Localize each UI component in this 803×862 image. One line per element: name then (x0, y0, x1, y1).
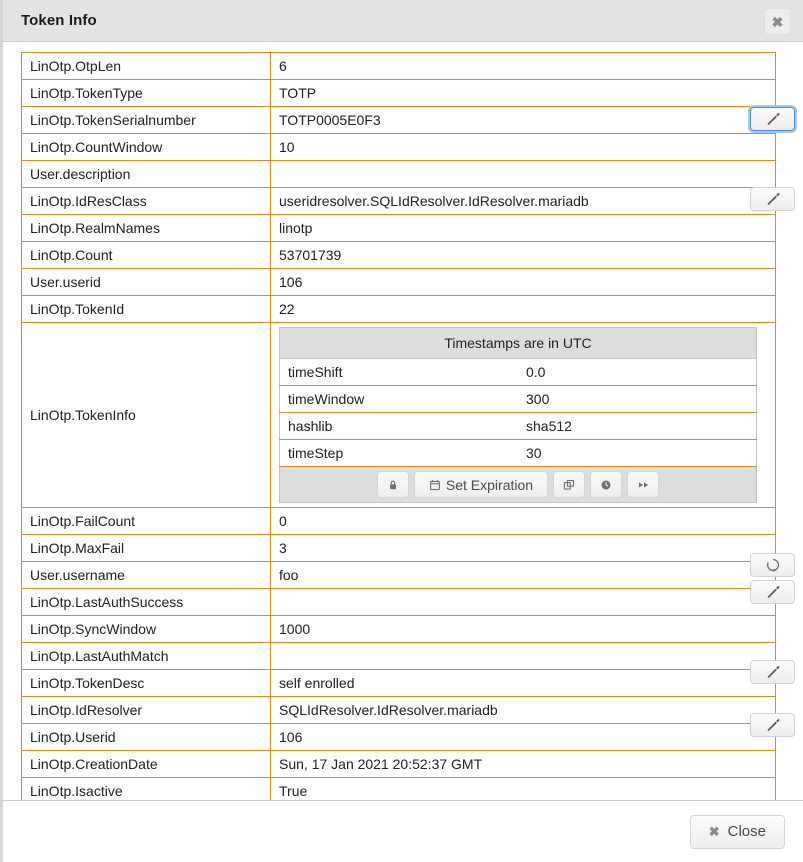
token-info-toolbar-cell (280, 467, 757, 503)
table-row (22, 724, 776, 751)
table-row (22, 107, 776, 134)
pencil-icon (765, 584, 781, 600)
row-key: LinOtp.Count (22, 242, 271, 269)
table-row (22, 188, 776, 215)
dialog-body (3, 42, 803, 800)
table-row-token-info (22, 323, 776, 508)
row-key: LinOtp.TokenDesc (22, 670, 271, 697)
token-info-detail-row (280, 359, 757, 386)
row-key: LinOtp.SyncWindow (22, 616, 271, 643)
table-row (22, 643, 776, 670)
table-row (22, 778, 776, 801)
token-info-table (21, 52, 776, 800)
row-value: 106 (271, 724, 776, 751)
detail-value: 0.0 (518, 359, 757, 386)
table-row (22, 134, 776, 161)
row-key: LinOtp.LastAuthMatch (22, 643, 271, 670)
row-key: LinOtp.MaxFail (22, 535, 271, 562)
detail-value: 30 (518, 440, 757, 467)
row-value: useridresolver.SQLIdResolver.IdResolver.mariadb (271, 188, 776, 215)
row-value: True (271, 778, 776, 801)
close-icon[interactable] (764, 8, 791, 35)
row-value: 3 (271, 535, 776, 562)
table-row (22, 616, 776, 643)
fast-forward-button[interactable] (627, 471, 659, 498)
table-row (22, 269, 776, 296)
copy-icon (563, 479, 575, 491)
row-key: LinOtp.OtpLen (22, 53, 271, 80)
token-info-detail-row (280, 440, 757, 467)
clock-button[interactable] (590, 471, 622, 498)
row-value: SQLIdResolver.IdResolver.mariadb (271, 697, 776, 724)
table-row (22, 589, 776, 616)
token-info-toolbar (284, 471, 752, 498)
row-value: TOTP (271, 80, 776, 107)
detail-key: timeShift (280, 359, 519, 386)
row-value: Sun, 17 Jan 2021 20:52:37 GMT (271, 751, 776, 778)
detail-value: sha512 (518, 413, 757, 440)
row-key: LinOtp.CreationDate (22, 751, 271, 778)
row-value (271, 161, 776, 188)
row-key: LinOtp.FailCount (22, 508, 271, 535)
reset-failcount-button[interactable] (750, 553, 795, 577)
clock-icon (600, 479, 612, 491)
calendar-icon (429, 479, 441, 491)
lock-icon (387, 479, 399, 491)
table-row (22, 53, 776, 80)
row-value: linotp (271, 215, 776, 242)
row-value: TOTP0005E0F3 (271, 107, 776, 134)
token-info-detail-header: Timestamps are in UTC (280, 328, 757, 359)
table-row (22, 562, 776, 589)
row-key: User.description (22, 161, 271, 188)
table-row (22, 751, 776, 778)
edit-maxfail-button[interactable] (750, 580, 795, 604)
row-value: 6 (271, 53, 776, 80)
set-expiration-button-label: Set Expiration (445, 476, 534, 493)
token-info-detail-row (280, 386, 757, 413)
row-key: User.username (22, 562, 271, 589)
row-value: 106 (271, 269, 776, 296)
dialog-titlebar (3, 0, 803, 42)
table-row (22, 697, 776, 724)
close-button[interactable] (690, 815, 785, 849)
token-info-detail-table (279, 327, 757, 503)
pencil-icon (765, 717, 781, 733)
refresh-icon (765, 557, 781, 573)
row-key: LinOtp.IdResolver (22, 697, 271, 724)
token-info-table-wrap (21, 52, 743, 800)
row-key: User.userid (22, 269, 271, 296)
row-value: 53701739 (271, 242, 776, 269)
row-value: self enrolled (271, 670, 776, 697)
table-row (22, 161, 776, 188)
row-key: LinOtp.TokenSerialnumber (22, 107, 271, 134)
row-key: LinOtp.CountWindow (22, 134, 271, 161)
row-key: LinOtp.IdResClass (22, 188, 271, 215)
table-row (22, 535, 776, 562)
row-key: LinOtp.LastAuthSuccess (22, 589, 271, 616)
token-info-toolbar-row (280, 467, 757, 503)
row-value (271, 589, 776, 616)
row-value: 10 (271, 134, 776, 161)
fast-forward-icon (637, 479, 649, 491)
set-expiration-button[interactable] (414, 471, 548, 498)
row-value: foo (271, 562, 776, 589)
row-value: 22 (271, 296, 776, 323)
row-key: LinOtp.TokenInfo (22, 323, 271, 508)
table-row (22, 296, 776, 323)
detail-key: timeStep (280, 440, 519, 467)
close-glyph: ✖ (771, 13, 784, 30)
row-key: LinOtp.TokenId (22, 296, 271, 323)
pencil-icon (765, 111, 781, 127)
dialog-footer (3, 800, 803, 862)
row-value (271, 643, 776, 670)
close-button-label: Close (727, 823, 766, 840)
row-key: LinOtp.RealmNames (22, 215, 271, 242)
edit-tokendesc-button[interactable] (750, 713, 795, 737)
detail-value: 300 (518, 386, 757, 413)
token-info-nested-cell (271, 323, 776, 508)
row-key: LinOtp.Userid (22, 724, 271, 751)
edit-countwindow-button[interactable] (750, 187, 795, 211)
detail-key: timeWindow (280, 386, 519, 413)
table-row (22, 242, 776, 269)
pencil-icon (765, 664, 781, 680)
table-row (22, 80, 776, 107)
dialog-title: Token Info (21, 12, 97, 29)
table-row (22, 670, 776, 697)
row-value: 1000 (271, 616, 776, 643)
close-x-icon: ✖ (708, 823, 720, 839)
table-row (22, 215, 776, 242)
row-key: LinOtp.Isactive (22, 778, 271, 801)
row-value: 0 (271, 508, 776, 535)
edit-otplen-button[interactable] (750, 107, 795, 131)
lock-button[interactable] (377, 471, 409, 498)
duplicate-button[interactable] (553, 471, 585, 498)
token-info-detail-row (280, 413, 757, 440)
token-info-detail-header-row (280, 328, 757, 359)
row-key: LinOtp.TokenType (22, 80, 271, 107)
edit-syncwindow-button[interactable] (750, 660, 795, 684)
pencil-icon (765, 191, 781, 207)
table-row (22, 508, 776, 535)
detail-key: hashlib (280, 413, 519, 440)
